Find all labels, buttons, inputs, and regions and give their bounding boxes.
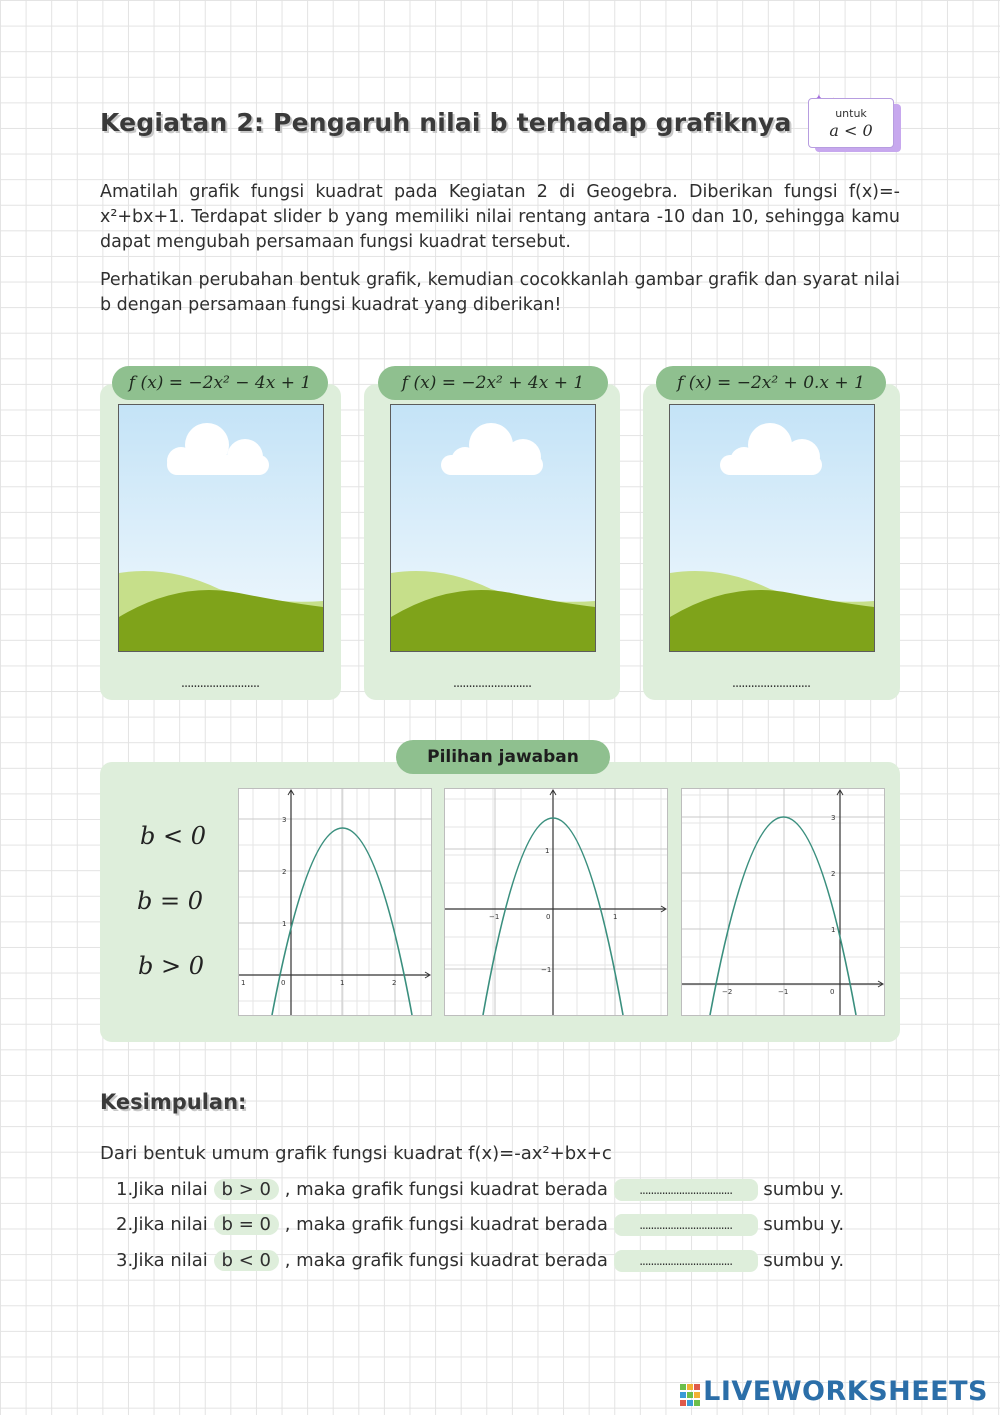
- landscape-image: [119, 405, 323, 651]
- x-tick: 2: [392, 979, 397, 987]
- logo-text: LIVEWORKSHEETS: [703, 1376, 988, 1407]
- x-tick: 1: [340, 979, 345, 987]
- liveworksheets-logo: [680, 1376, 988, 1407]
- x-tick: −2: [722, 988, 733, 996]
- y-tick: 1: [545, 847, 550, 855]
- condition-chip: b < 0: [214, 1250, 279, 1271]
- option-b-negative[interactable]: b < 0: [140, 822, 206, 850]
- item-suffix: sumbu y.: [763, 1214, 845, 1235]
- instruction-paragraph-1: Amatilah grafik fungsi kuadrat pada Kegiatan 2 di Geogebra. Diberikan fungsi f(x)=-x²+bx+1. Terdapat slider b yang memiliki nilai rentang antara -10 dan 10, sehingga kamu dapat mengubah persamaan fungsi kuadrat tersebut.: [100, 182, 900, 252]
- drop-zone-3[interactable]: [669, 404, 875, 652]
- y-tick: −1: [541, 966, 552, 974]
- instruction-paragraph-2: Perhatikan perubahan bentuk grafik, kemudian cocokkanlah gambar grafik dan syarat nilai b dengan persamaan fungsi kuadrat yang diberikan!: [100, 270, 900, 315]
- choice-graph-3[interactable]: [681, 788, 885, 1016]
- conclusion-item-2: [116, 1214, 844, 1236]
- item-prefix: Jika nilai: [133, 1250, 208, 1271]
- x-tick: 1: [613, 913, 618, 921]
- page-title: Kegiatan 2: Pengaruh nilai b terhadap grafiknya: [100, 108, 792, 137]
- y-tick: 1: [282, 920, 287, 928]
- answer-blank-3[interactable]: .........................: [731, 676, 811, 691]
- y-tick: 3: [831, 814, 836, 822]
- item-number: 1.: [116, 1179, 134, 1200]
- item-prefix: Jika nilai: [133, 1179, 208, 1200]
- x-tick: 1: [241, 979, 246, 987]
- parabola-graph: [239, 789, 431, 1015]
- item-middle: , maka grafik fungsi kuadrat berada: [284, 1214, 608, 1235]
- item-prefix: Jika nilai: [133, 1214, 208, 1235]
- liveworksheets-icon: [680, 1382, 700, 1404]
- x-tick: −1: [489, 913, 500, 921]
- equation-pill-2: f (x) = −2x² + 4x + 1: [378, 366, 608, 400]
- option-b-zero[interactable]: b = 0: [137, 887, 203, 915]
- conclusion-blank-2[interactable]: .................................: [614, 1214, 758, 1236]
- parabola-graph: [445, 789, 667, 1015]
- conclusion-blank-3[interactable]: .................................: [614, 1250, 758, 1272]
- y-tick: 1: [831, 926, 836, 934]
- y-tick: 2: [831, 870, 836, 878]
- item-suffix: sumbu y.: [763, 1179, 845, 1200]
- badge-condition: a < 0: [829, 121, 873, 140]
- choice-graph-2[interactable]: [444, 788, 668, 1016]
- answer-blank-1[interactable]: .........................: [180, 676, 260, 691]
- equation-pill-3: f (x) = −2x² + 0.x + 1: [656, 366, 886, 400]
- y-tick: 2: [282, 868, 287, 876]
- conclusion-item-1: [116, 1179, 844, 1201]
- choice-graph-1[interactable]: [238, 788, 432, 1016]
- landscape-image: [391, 405, 595, 651]
- landscape-image: [670, 405, 874, 651]
- equation-pill-1: f (x) = −2x² − 4x + 1: [112, 366, 328, 400]
- item-number: 3.: [116, 1250, 134, 1271]
- conclusion-intro: Dari bentuk umum grafik fungsi kuadrat f(x)=-ax²+bx+c: [100, 1143, 612, 1164]
- condition-badge: [808, 98, 894, 148]
- choices-header: Pilihan jawaban: [396, 740, 610, 774]
- item-middle: , maka grafik fungsi kuadrat berada: [284, 1179, 608, 1200]
- x-tick: 0: [546, 913, 551, 921]
- x-tick: 0: [830, 988, 835, 996]
- drop-zone-1[interactable]: [118, 404, 324, 652]
- conclusion-item-3: [116, 1250, 844, 1272]
- parabola-graph: [682, 789, 884, 1015]
- item-number: 2.: [116, 1214, 134, 1235]
- y-tick: 3: [282, 816, 287, 824]
- conclusion-blank-1[interactable]: .................................: [614, 1179, 758, 1201]
- answer-blank-2[interactable]: .........................: [452, 676, 532, 691]
- item-middle: , maka grafik fungsi kuadrat berada: [284, 1250, 608, 1271]
- x-tick: −1: [778, 988, 789, 996]
- drop-zone-2[interactable]: [390, 404, 596, 652]
- badge-label: untuk: [835, 107, 867, 120]
- condition-chip: b = 0: [214, 1214, 279, 1235]
- x-tick: 0: [281, 979, 286, 987]
- conclusion-title: Kesimpulan:: [100, 1090, 247, 1114]
- option-b-positive[interactable]: b > 0: [138, 952, 204, 980]
- condition-chip: b > 0: [214, 1179, 279, 1200]
- item-suffix: sumbu y.: [763, 1250, 845, 1271]
